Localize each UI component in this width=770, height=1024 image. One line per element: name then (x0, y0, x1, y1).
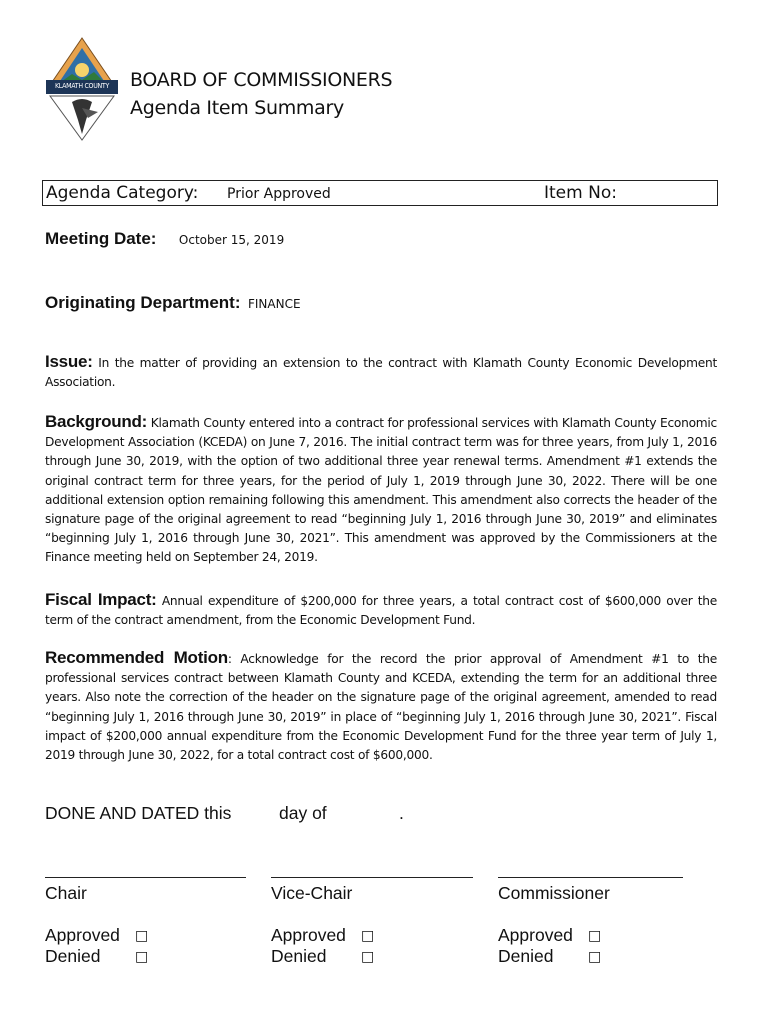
agenda-category-label: Agenda Category: (46, 183, 199, 203)
commissioner-title: Commissioner (498, 883, 610, 903)
vice-chair-title: Vice-Chair (271, 883, 353, 903)
issue-label: Issue: (45, 352, 93, 371)
chair-signature-line (45, 877, 246, 878)
page-subtitle: Agenda Item Summary (130, 97, 344, 119)
fiscal-impact-text: Annual expenditure of $200,000 for three years, a total contract cost of $600,000 over the term of the contract amendment, from the Economic Development Fund. (45, 594, 717, 628)
issue-section (45, 352, 717, 392)
recommended-motion-colon: : (227, 652, 232, 666)
department-row (45, 293, 301, 313)
issue-text: In the matter of providing an extension to the contract with Klamath County Economic Development Association. (45, 356, 717, 390)
vice-chair-approved-checkbox[interactable]: □ (361, 928, 375, 944)
meeting-date-label: Meeting Date: (45, 229, 157, 248)
commissioner-denied-label: Denied (498, 946, 554, 966)
done-period: . (399, 803, 404, 823)
fiscal-impact-section (45, 590, 717, 630)
recommended-motion-text: Acknowledge for the record the prior approval of Amendment #1 to the professional services contract between Klamath County and KCEDA, extending the term for an additional three years. Also note the correction of the header on the signature page of the original agreement, amended to read “beginning July 1, 2016 through June 30, 2019” in place of “beginning July 1, 2016 through June 30, 2021”. Fiscal impact of $200,000 annual expenditure from the Economic Development Fund for the three year term of July 1, 2019 through June 30, 2022, for a total contract cost of $600,000. (45, 652, 717, 763)
department-value: FINANCE (247, 297, 301, 311)
chair-title: Chair (45, 883, 87, 903)
agenda-category-box (42, 180, 718, 206)
chair-approved-label: Approved (45, 925, 120, 945)
chair-denied-checkbox[interactable]: □ (135, 949, 149, 965)
day-of-text: day of (279, 803, 327, 823)
background-text: Klamath County entered into a contract for professional services with Klamath County Economic Development Association (KCEDA) on June 7, 2016. The initial contract term was for three years, from July 1, 2016 through June 30, 2019, with the option of two additional three year renewal terms. Amendment #1 extends the original contract term for three years, for the period of July 1, 2019 through June 30, 2022. There will be one additional extension option remaining following this amendment. This amendment also corrects the header of the signature page of the original agreement to read “beginning July 1, 2016 through June 30, 2019” and eliminates “beginning July 1, 2016 through June 30, 2021”. This amendment was approved by the Commissioners at the Finance meeting held on September 24, 2019. (45, 416, 718, 565)
county-logo (42, 36, 122, 144)
commissioner-signature-line (498, 877, 683, 878)
commissioner-approved-label: Approved (498, 925, 573, 945)
recommended-motion-section (45, 648, 717, 765)
meeting-date-value: October 15, 2019 (178, 233, 285, 247)
vice-chair-approved-label: Approved (271, 925, 346, 945)
vice-chair-denied-label: Denied (271, 946, 327, 966)
fiscal-impact-label: Fiscal Impact: (45, 590, 157, 609)
agenda-category-value: Prior Approved (227, 186, 331, 202)
chair-approved-checkbox[interactable]: □ (135, 928, 149, 944)
background-label: Background: (45, 412, 148, 431)
background-section (45, 412, 717, 568)
vice-chair-denied-checkbox[interactable]: □ (361, 949, 375, 965)
vice-chair-signature-line (271, 877, 473, 878)
done-dated-text: DONE AND DATED this (45, 803, 232, 823)
chair-denied-label: Denied (45, 946, 101, 966)
logo-text: KLAMATH COUNTY (54, 82, 110, 90)
department-label: Originating Department: (45, 293, 241, 312)
page-title: BOARD OF COMMISSIONERS (130, 69, 393, 91)
meeting-date-row (45, 229, 284, 249)
commissioner-denied-checkbox[interactable]: □ (588, 949, 602, 965)
item-number-label: Item No: (544, 183, 617, 203)
commissioner-approved-checkbox[interactable]: □ (588, 928, 602, 944)
county-seal-graphic (42, 36, 122, 144)
recommended-motion-label: Recommended Motion (45, 648, 228, 667)
